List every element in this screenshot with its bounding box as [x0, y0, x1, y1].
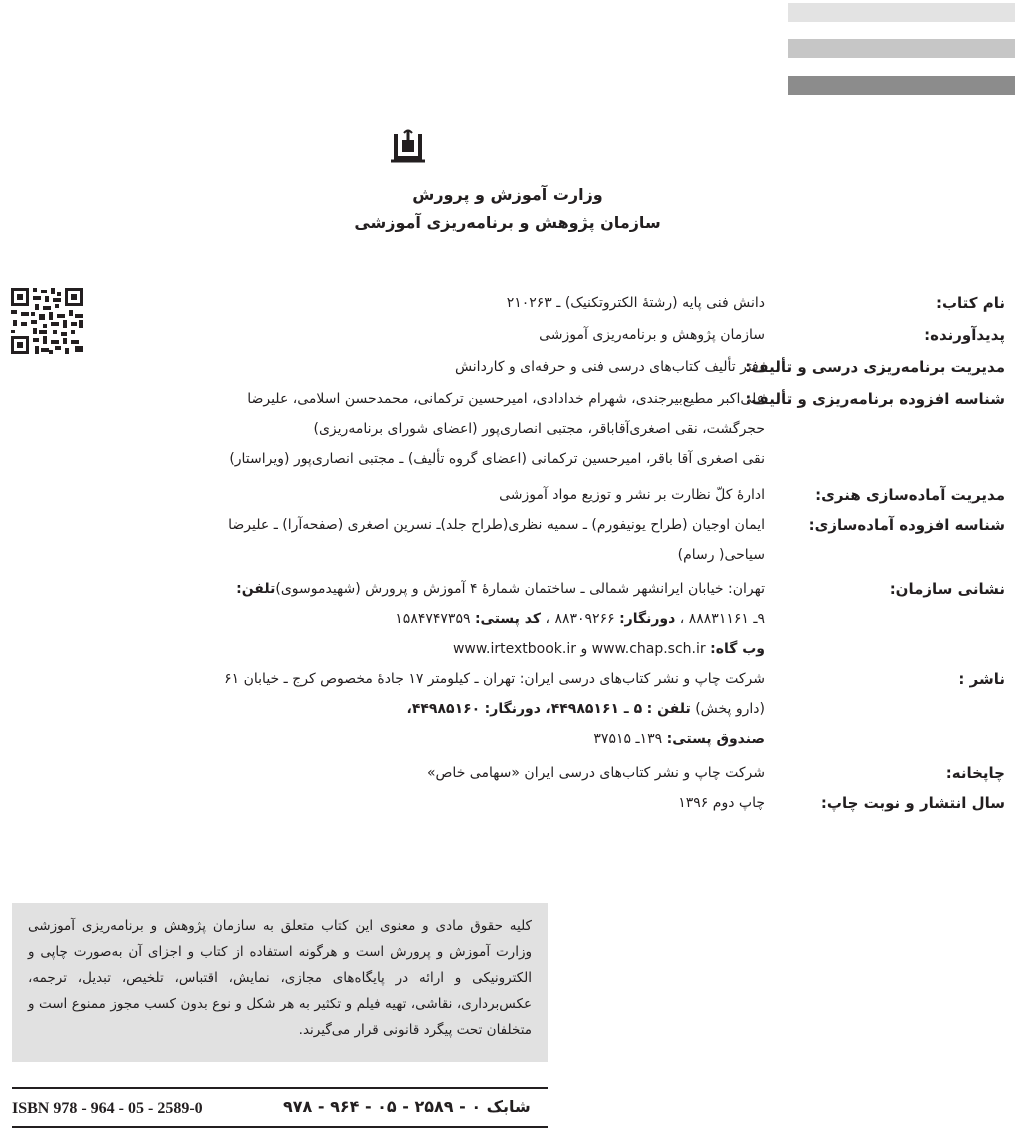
corner-bar-3	[788, 76, 1015, 95]
info-row-creator	[10, 320, 1005, 350]
info-value: دفتر تألیف کتاب‌های درسی فنی و حرفه‌ای و کاردانش	[454, 359, 765, 375]
info-value: دانش فنی پایه (رشتۀ الکتروتکنیک) ـ ۲۱۰۲۶۳	[506, 295, 765, 311]
publisher-address-end: (دارو پخش)	[695, 701, 765, 717]
pobox-label: صندوق پستی:	[666, 731, 765, 747]
info-value: ایمان اوجیان (طراح یونیفورم) ـ سمیه نظری(طراح جلد)ـ نسرین اصغری (صفحه‌آرا) ـ علیرضا	[228, 517, 765, 533]
info-row-art-management	[10, 480, 1005, 510]
isbn-persian-label: شابک	[486, 1097, 531, 1116]
pobox-value: ۱۳۹ـ ۳۷۵۱۵	[593, 731, 663, 747]
publisher-phone: ۵ ـ ۴۴۹۸۵۱۶۱،	[545, 701, 643, 717]
info-label: مدیریت آماده‌سازی هنری:	[815, 486, 1005, 504]
printer-label: چاپخانه:	[945, 764, 1005, 782]
info-label: شناسه افزوده آماده‌سازی:	[808, 516, 1005, 534]
info-value: سازمان پژوهش و برنامه‌ریزی آموزشی	[539, 327, 765, 343]
info-row-address	[10, 574, 1005, 664]
publisher-label: ناشر :	[958, 670, 1005, 688]
info-row-edition	[10, 788, 1005, 818]
printer-value: شرکت چاپ و نشر کتاب‌های درسی ایران «سهامی خاص»	[426, 765, 765, 781]
website-link[interactable]: www.irtextbook.ir	[452, 641, 576, 657]
organization-title: سازمان پژوهش و برنامه‌ریزی آموزشی	[354, 213, 661, 232]
info-value: علی‌اکبر مطیع‌بیرجندی، شهرام خدادادی، امیرحسین ترکمانی، محمدحسن اسلامی، علیرضا	[247, 391, 765, 407]
info-label: مدیریت برنامه‌ریزی درسی و تألیف:	[745, 358, 1005, 376]
corner-bar-2	[788, 39, 1015, 58]
info-value: نقی اصغری آقا باقر، امیرحسین ترکمانی (اعضای گروه تألیف) ـ مجتبی انصاری‌پور (ویراستار)	[229, 451, 765, 467]
edition-label: سال انتشار و نوبت چاپ:	[820, 794, 1005, 812]
website-link[interactable]: www.chap.sch.ir	[591, 641, 706, 657]
info-row-planning-authors	[10, 384, 1005, 474]
postal-label: کد پستی:	[474, 611, 542, 627]
copyright-notice: کلیه حقوق مادی و معنوی این کتاب متعلق به سازمان پژوهش و برنامه‌ریزی آموزشی وزارت آموزش و پرورش است و هرگونه استفاده از کتاب و اجزای آن به‌صورت چاپی و الکترونیکی و ارائه در پایگاه‌های مجازی، نمایش، اقتباس، تلخیص، تبدیل، ترجمه، عکس‌برداری، نقاشی، تهیه فیلم و تکثیر به هر شکل و نوع بدون کسب مجوز ممنوع است و متخلفان تحت پیگرد قانونی قرار می‌گیرند.	[12, 903, 548, 1062]
address-line: تهران: خیابان ایرانشهر شمالی ـ ساختمان شمارۀ ۴ آموزش و پرورش (شهیدموسوی)	[275, 581, 765, 597]
web-and: و	[580, 641, 588, 657]
phone-value: ۹ـ ۸۸۸۳۱۱۶۱ ،	[679, 611, 765, 627]
publisher-fax: ۴۴۹۸۵۱۶۰،	[406, 701, 481, 717]
isbn-persian	[283, 1097, 531, 1116]
info-row-printer	[10, 758, 1005, 788]
info-value: سیاحی( رسام)	[677, 547, 765, 563]
postal-value: ۱۵۸۴۷۴۷۳۵۹	[395, 611, 471, 627]
corner-bar-1	[788, 3, 1015, 22]
isbn-rule-top	[12, 1087, 548, 1089]
info-row-art-preparation	[10, 510, 1005, 570]
info-row-book-name	[10, 288, 1005, 318]
web-label: وب گاه:	[710, 641, 765, 657]
publisher-fax-label: دورنگار:	[484, 701, 541, 717]
isbn-rule-bottom	[12, 1126, 548, 1128]
info-value: حجرگشت، نقی اصغری‌آقاباقر، مجتبی انصاری‌پور (اعضای شورای برنامه‌ریزی)	[313, 421, 765, 437]
fax-value: ۸۸۳۰۹۲۶۶ ،	[545, 611, 615, 627]
info-row-publisher	[10, 664, 1005, 754]
isbn-persian-value: ۹۷۸ - ۹۶۴ - ۰۵ - ۲۵۸۹ - ۰	[283, 1097, 482, 1116]
phone-label: تلفن:	[236, 581, 276, 597]
ministry-title: وزارت آموزش و پرورش	[412, 185, 603, 204]
info-label: پدیدآورنده:	[924, 326, 1005, 344]
publisher-address: شرکت چاپ و نشر کتاب‌های درسی ایران: تهران ـ کیلومتر ۱۷ جادۀ مخصوص کرج ـ خیابان ۶۱	[224, 671, 765, 687]
info-label: نام کتاب:	[935, 294, 1005, 312]
info-label: شناسه افزوده برنامه‌ریزی و تألیف:	[745, 390, 1005, 408]
info-row-curriculum-management	[10, 352, 1005, 382]
emblem-book-icon	[388, 128, 428, 168]
fax-label: دورنگار:	[619, 611, 676, 627]
publisher-phone-label: تلفن :	[646, 701, 691, 717]
address-label: نشانی سازمان:	[889, 580, 1005, 598]
isbn-latin: ISBN 978 - 964 - 05 - 2589-0	[12, 1100, 203, 1117]
edition-value: چاپ دوم ۱۳۹۶	[678, 795, 765, 811]
info-value: ادارۀ کلّ نظارت بر نشر و توزیع مواد آموزشی	[499, 487, 765, 503]
